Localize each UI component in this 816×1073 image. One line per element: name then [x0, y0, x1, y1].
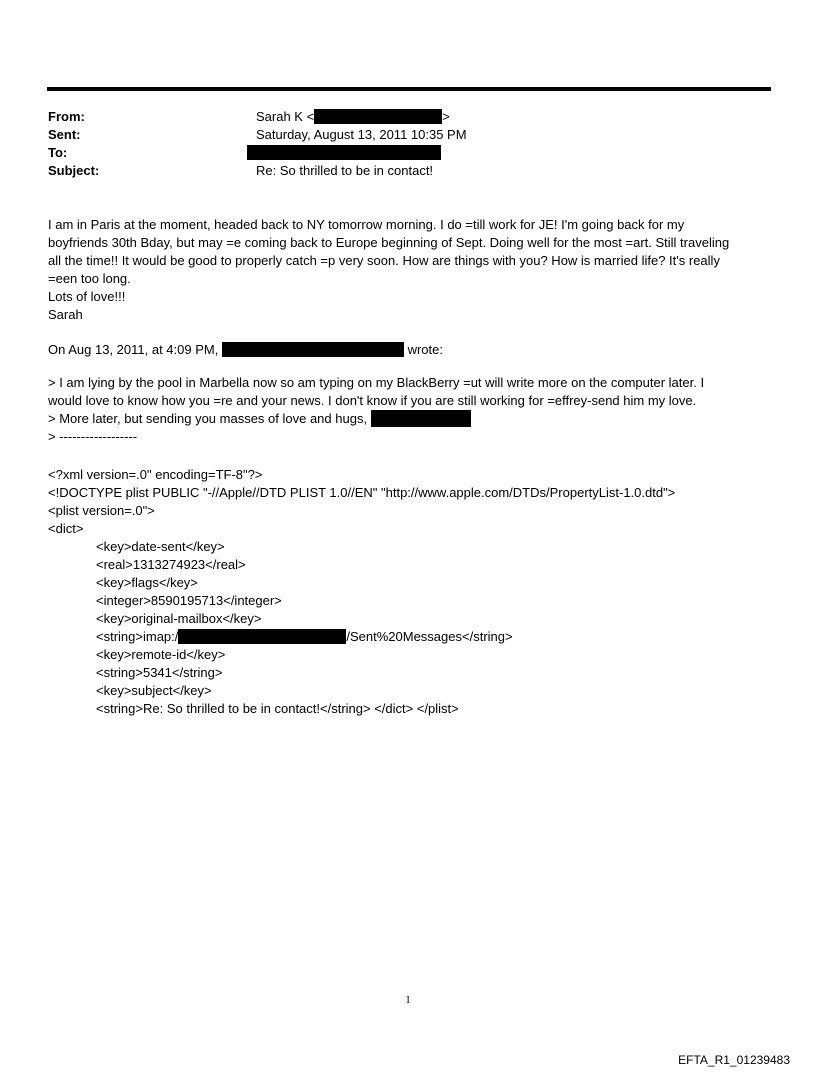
dict-open: <dict> [48, 521, 84, 536]
plist-imap-line [48, 628, 768, 646]
message-body [48, 216, 768, 324]
plist-block [48, 466, 768, 718]
quote-closing-line [48, 410, 768, 428]
plist-value: <string>Re: So thrilled to be in contact!</string> </dict> </plist> [96, 701, 459, 716]
redacted-email [314, 109, 442, 124]
plist-key: <key>subject</key> [96, 683, 212, 698]
plist-value: <integer>8590195713</integer> [96, 593, 282, 608]
xml-declaration: <?xml version=.0" encoding=TF-8"?> [48, 467, 263, 482]
redacted-signature [371, 410, 471, 427]
message-line: =een too long. [48, 271, 131, 286]
subject-value: Re: So thrilled to be in contact! [256, 163, 434, 178]
to-label: To: [48, 145, 68, 160]
plist-key: <key>date-sent</key> [96, 539, 225, 554]
quoted-message [48, 341, 768, 446]
from-close: > [442, 109, 450, 124]
from-value [256, 108, 450, 126]
plist-key: <key>remote-id</key> [96, 647, 226, 662]
document-id: EFTA_R1_01239483 [678, 1053, 790, 1067]
message-line: Lots of love!!! [48, 289, 126, 304]
to-value [247, 144, 441, 162]
quote-closing: > More later, but sending you masses of love and hugs, [48, 411, 368, 426]
quote-attribution [48, 341, 768, 359]
sent-value: Saturday, August 13, 2011 10:35 PM [256, 127, 467, 142]
plist-key: <key>original-mailbox</key> [96, 611, 262, 626]
quote-line: > I am lying by the pool in Marbella now so am typing on my BlackBerry =ut will write more on the computer later. I [48, 375, 705, 390]
sent-label: Sent: [48, 127, 81, 142]
plist-open: <plist version=.0"> [48, 503, 155, 518]
message-line: all the time!! It would be good to properly catch =p very soon. How are things with you? How is married life? It's really [48, 253, 720, 268]
plist-value: <string>5341</string> [96, 665, 223, 680]
plist-key: <key>flags</key> [96, 575, 198, 590]
quote-separator: > ------------------ [48, 429, 138, 444]
plist-value: <real>1313274923</real> [96, 557, 246, 572]
page-number: 1 [405, 994, 411, 1006]
attribution-suffix: wrote: [407, 342, 443, 357]
header-rule [47, 87, 771, 91]
message-line: Sarah [48, 307, 83, 322]
redacted-mailbox [178, 629, 346, 644]
doctype-line: <!DOCTYPE plist PUBLIC "-//Apple//DTD PLIST 1.0//EN" "http://www.apple.com/DTDs/PropertyList-1.0.dtd"> [48, 485, 676, 500]
message-line: I am in Paris at the moment, headed back to NY tomorrow morning. I do =till work for JE! I'm going back for my [48, 217, 685, 232]
imap-suffix: /Sent%20Messages</string> [346, 629, 513, 644]
quote-line: would love to know how you =re and your news. I don't know if you are still working for =effrey-send him my love. [48, 393, 697, 408]
subject-label: Subject: [48, 163, 100, 178]
redacted-recipient [247, 145, 441, 160]
redacted-sender [222, 342, 404, 357]
from-label: From: [48, 109, 85, 124]
message-line: boyfriends 30th Bday, but may =e coming back to Europe beginning of Sept. Doing well for the most =art. Still traveling [48, 235, 730, 250]
imap-prefix: <string>imap:/ [96, 629, 179, 644]
attribution-prefix: On Aug 13, 2011, at 4:09 PM, [48, 342, 219, 357]
from-name: Sarah K < [256, 109, 315, 124]
